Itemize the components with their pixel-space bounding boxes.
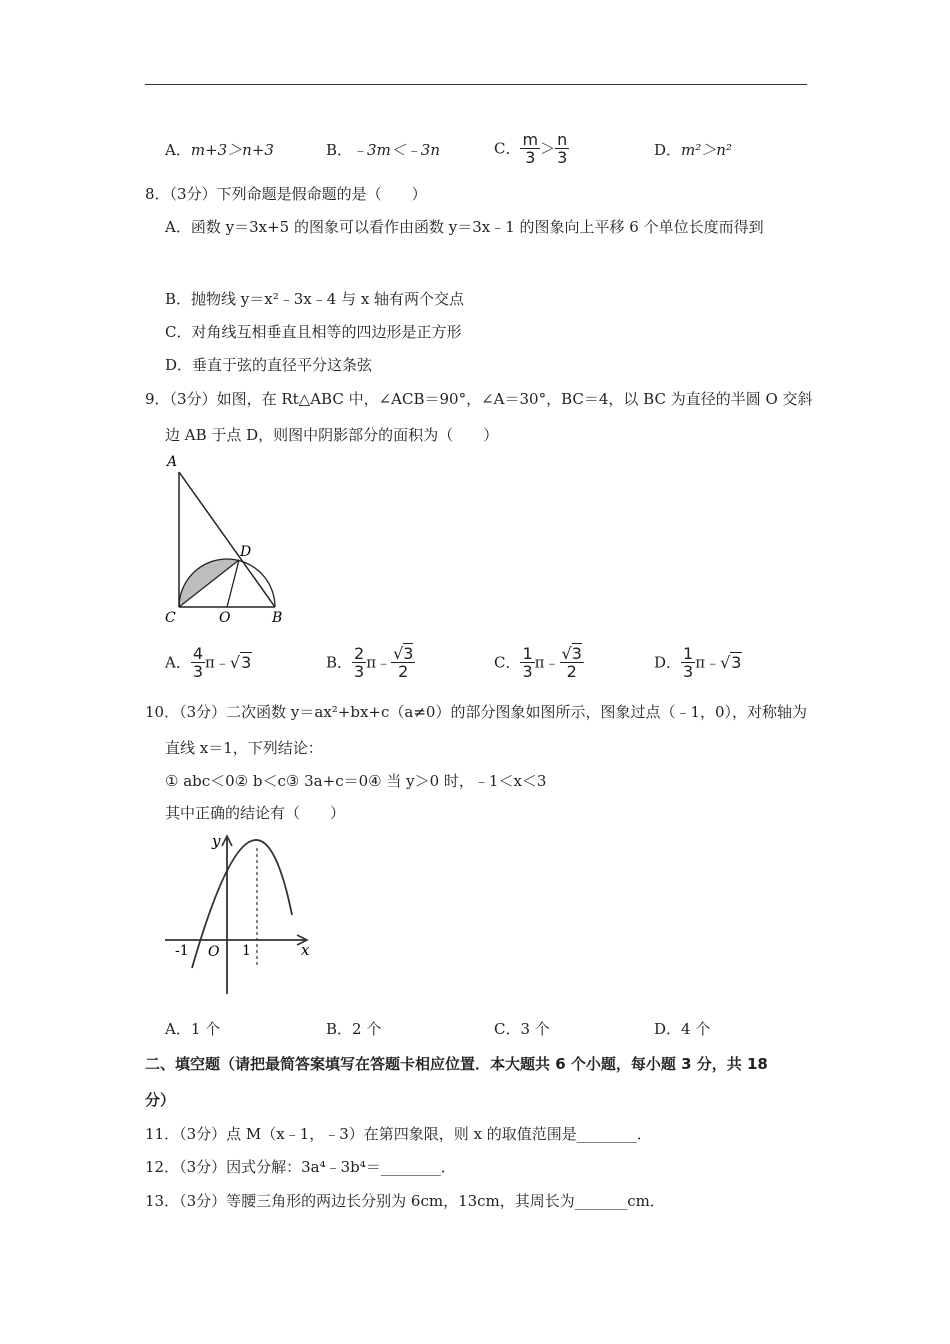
q7-option-c[interactable] [494,131,569,166]
fraction [352,645,366,680]
q9-stem-line1: 9．（3分）如图，在 Rt△ABC 中，∠ACB＝90°，∠A＝30°，BC＝4，以 BC 为直径的半圆 O 交斜 [145,390,813,408]
q8-stem: 8．（3分）下列命题是假命题的是（ ） [145,185,427,203]
denominator: 3 [683,662,694,681]
numerator: n [555,131,569,149]
point-label-d: D [240,544,252,560]
point-label-b: B [272,610,283,625]
denominator: 2 [566,662,577,681]
q13: 13．（3分）等腰三角形的两边长分别为 6cm，13cm，其周长为_______cm． [145,1192,665,1210]
section-2-title-line1: 二、填空题（请把最简答案填写在答题卡相应位置．本大题共 6 个小题，每小题 3 分，共 18 [145,1055,768,1073]
fraction [555,131,569,166]
q7-option-d[interactable] [654,140,732,160]
q9-option-c[interactable] [494,645,584,680]
option-label: B． [326,653,353,672]
header-rule [145,84,807,85]
q7-option-b[interactable] [326,140,440,160]
square-root: √3 [229,652,252,672]
q10-stem-line2: 直线 x＝1，下列结论： [165,739,323,757]
q10-figure [160,828,320,998]
q9-figure [155,450,295,625]
q10-stem-line1: 10．（3分）二次函数 y＝ax²+bx+c（a≠0）的部分图象如图所示，图象过点（﹣1，0），对称轴为 [145,703,808,721]
option-label: A． [165,141,191,159]
q10-option-c[interactable]: C．3 个 [494,1020,550,1038]
option-label: C． [494,653,521,672]
fraction [681,645,695,680]
option-label: D． [654,653,682,672]
q10-stem-line4: 其中正确的结论有（ ） [165,804,346,822]
option-text: m²＞n² [681,141,732,159]
numerator: 2 [354,644,365,663]
q7-option-a[interactable] [165,140,274,160]
radicand: 3 [731,652,742,672]
section-2-title-line2: 分） [145,1091,176,1109]
q9-stem-line2: 边 AB 于点 D，则图中阴影部分的面积为（ ） [165,426,499,444]
denominator: 3 [525,148,536,167]
numerator: 1 [522,644,533,663]
denominator: 3 [557,148,568,167]
point-label-c: C [165,610,176,625]
q10-option-d[interactable]: D．4 个 [654,1020,711,1038]
q8-option-a[interactable]: A．函数 y＝3x+5 的图象可以看作由函数 y＝3x﹣1 的图象向上平移 6 个单位长度而得到 [165,218,764,236]
fraction [560,645,584,680]
denominator: 3 [192,662,204,681]
denominator: 3 [522,662,533,681]
q8-option-c[interactable]: C．对角线互相垂直且相等的四边形是正方形 [165,323,462,341]
q12: 12．（3分）因式分解：3a⁴﹣3b⁴＝________． [145,1158,456,1176]
tick-label-neg1: -1 [175,943,189,959]
q9-option-a[interactable] [165,645,252,680]
q11: 11．（3分）点 M（x﹣1，﹣3）在第四象限，则 x 的取值范围是________． [145,1125,652,1143]
option-text: π﹣ [695,653,721,672]
numerator: 1 [683,644,694,663]
numerator: √3 [561,644,582,663]
q10-option-b[interactable]: B．2 个 [326,1020,382,1038]
relation: ＞ [540,139,556,158]
origin-label: O [208,944,220,960]
option-text: π﹣ [205,653,230,672]
axis-label-y: y [212,832,221,850]
denominator: 2 [398,662,409,681]
q8-option-d[interactable]: D．垂直于弦的直径平分这条弦 [165,356,373,374]
numerator: √3 [393,644,414,663]
q9-option-b[interactable] [326,645,415,680]
radicand: 3 [241,652,252,672]
numerator: 4 [192,644,204,663]
q9-option-d[interactable] [654,645,742,680]
point-label-a: A [167,454,178,470]
tick-label-1: 1 [242,943,251,959]
fraction [520,131,540,166]
option-text: ﹣3m＜﹣3n [352,141,441,159]
square-root: √3 [720,652,742,672]
fraction [520,645,534,680]
option-text: π﹣ [366,653,392,672]
denominator: 3 [354,662,365,681]
fraction [191,645,205,680]
option-label: A． [165,653,191,672]
fraction [391,645,415,680]
q8-option-b[interactable]: B．抛物线 y＝x²﹣3x﹣4 与 x 轴有两个交点 [165,290,465,308]
numerator: m [522,130,539,149]
radicand: 3 [571,644,582,663]
axis-label-x: x [301,941,310,959]
radicand: 3 [403,644,414,663]
option-label: D． [654,141,682,159]
option-label: B． [326,141,353,159]
option-text: π﹣ [534,653,560,672]
option-text: m+3＞n+3 [190,141,274,159]
q10-option-a[interactable]: A．1 个 [165,1020,221,1038]
option-label: C． [494,139,521,158]
q10-stem-line3: ① abc＜0② b＜c③ 3a+c＝0④ 当 y＞0 时，﹣1＜x＜3 [165,772,547,790]
point-label-o: O [219,610,231,625]
